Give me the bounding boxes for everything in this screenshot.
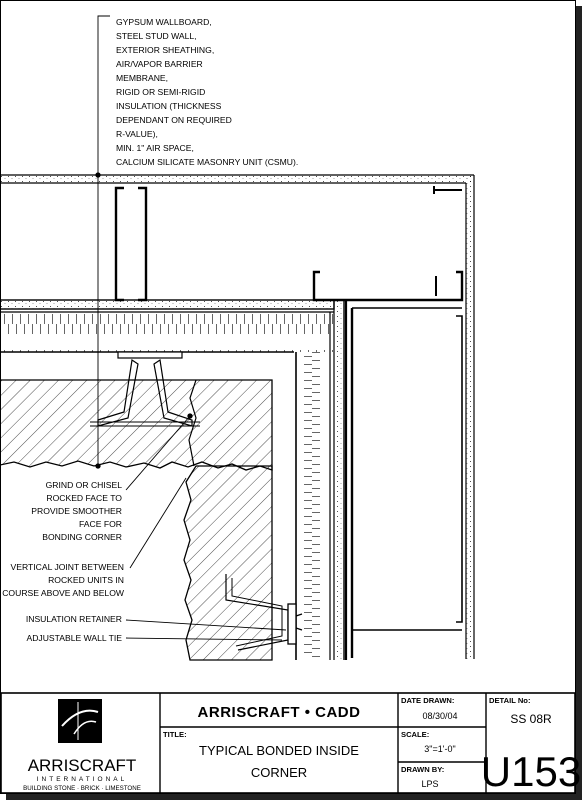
- note-line: VERTICAL JOINT BETWEEN: [10, 562, 124, 572]
- date-value: 08/30/04: [422, 711, 458, 721]
- logo-brand-tagline: BUILDING STONE · BRICK · LIMESTONE: [23, 785, 141, 792]
- gypsum-wallboard-horizontal: [0, 175, 474, 183]
- note-line: DEPENDANT ON REQUIRED: [116, 115, 232, 125]
- exterior-sheathing-vertical: [334, 300, 344, 660]
- arriscraft-logo: [23, 699, 141, 792]
- steel-stud-corner: [314, 272, 462, 300]
- note-line: GRIND OR CHISEL: [45, 480, 122, 490]
- insulation-retainer: [288, 604, 296, 644]
- detail-code: SS 08R: [510, 712, 552, 726]
- note-line: RIGID OR SEMI-RIGID: [116, 87, 206, 97]
- scale-value: 3"=1'-0": [424, 744, 456, 754]
- logo-emblem-icon: [58, 699, 102, 743]
- logo-brand-name: ARRISCRAFT: [27, 756, 137, 775]
- exterior-sheathing-horizontal: [0, 300, 334, 309]
- annotation-wall-tie: ADJUSTABLE WALL TIE: [26, 633, 122, 643]
- note-line: GYPSUM WALLBOARD,: [116, 17, 212, 27]
- gypsum-wallboard-vertical: [466, 175, 474, 659]
- logo-brand-sub: INTERNATIONAL: [36, 776, 128, 783]
- note-line: MIN. 1" AIR SPACE,: [116, 143, 194, 153]
- company-name: ARRISCRAFT • CADD: [197, 704, 361, 721]
- drawing-title-line1: TYPICAL BONDED INSIDE: [199, 743, 359, 758]
- note-line: EXTERIOR SHEATHING,: [116, 45, 215, 55]
- note-line: INSULATION (THICKNESS: [116, 101, 222, 111]
- rigid-insulation-horizontal: [0, 312, 334, 352]
- detail-number: U153: [480, 748, 582, 795]
- csmu-horizontal-unit: [0, 380, 272, 470]
- annotation-joint-note: [2, 562, 125, 598]
- detail-label: DETAIL No:: [489, 696, 531, 705]
- note-line: ROCKED UNITS IN: [48, 575, 124, 585]
- scale-label: SCALE:: [401, 730, 430, 739]
- note-line: ROCKED FACE TO: [46, 493, 122, 503]
- note-line: AIR/VAPOR BARRIER: [116, 59, 203, 69]
- note-line: R-VALUE),: [116, 129, 158, 139]
- date-label: DATE DRAWN:: [401, 696, 455, 705]
- annotation-grind-note: [31, 480, 122, 542]
- annotation-insulation-retainer: INSULATION RETAINER: [25, 614, 122, 624]
- title-label: TITLE:: [163, 730, 187, 739]
- note-line: STEEL STUD WALL,: [116, 31, 197, 41]
- note-line: MEMBRANE,: [116, 73, 169, 83]
- note-line: BONDING CORNER: [42, 532, 122, 542]
- steel-stud-horizontal: [116, 188, 124, 300]
- note-line: CALCIUM SILICATE MASONRY UNIT (CSMU).: [116, 157, 299, 167]
- drawn-by-value: LPS: [421, 779, 439, 789]
- note-line: FACE FOR: [79, 519, 122, 529]
- drawing-title-line2: CORNER: [250, 765, 308, 780]
- annotation-wall-assembly: [116, 17, 298, 167]
- note-line: PROVIDE SMOOTHER: [31, 506, 122, 516]
- note-line: COURSE ABOVE AND BELOW: [2, 588, 124, 598]
- drawn-by-label: DRAWN BY:: [401, 765, 445, 774]
- csmu-vertical-unit: [184, 466, 272, 660]
